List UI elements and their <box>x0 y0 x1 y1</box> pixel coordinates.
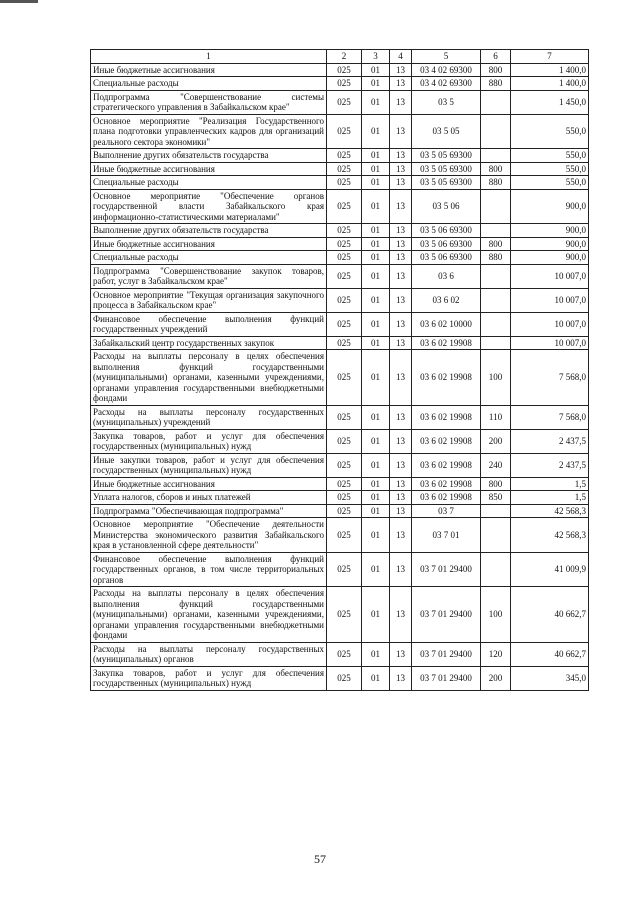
row-section-cell: 01 <box>362 237 390 251</box>
row-expense-type-cell: 880 <box>481 176 511 190</box>
row-subsection-cell: 13 <box>390 518 412 553</box>
row-subsection-cell: 13 <box>390 491 412 505</box>
table-row <box>91 429 589 453</box>
row-target-article-cell: 03 5 <box>412 90 481 114</box>
row-admin-code-cell: 025 <box>327 504 362 518</box>
row-admin-code-cell: 025 <box>327 114 362 149</box>
row-expense-type-cell: 800 <box>481 477 511 491</box>
row-target-article-cell: 03 6 02 19908 <box>412 491 481 505</box>
row-target-article-cell: 03 5 05 69300 <box>412 162 481 176</box>
row-amount-cell: 900,0 <box>511 251 589 265</box>
row-name-cell: Финансовое обеспечение выполнения функций государственных органов, в том числе территориальных органов <box>91 552 327 587</box>
row-name-cell: Иные бюджетные ассигнования <box>91 477 327 491</box>
row-admin-code-cell: 025 <box>327 405 362 429</box>
header-col-2: 2 <box>327 50 362 64</box>
table-row <box>91 350 589 406</box>
row-subsection-cell: 13 <box>390 63 412 77</box>
table-row <box>91 149 589 163</box>
row-expense-type-cell <box>481 518 511 553</box>
table-row <box>91 518 589 553</box>
row-target-article-cell: 03 5 06 69300 <box>412 251 481 265</box>
row-expense-type-cell <box>481 114 511 149</box>
table-row <box>91 453 589 477</box>
row-name-cell: Расходы на выплаты персоналу государственных (муниципальных) учреждений <box>91 405 327 429</box>
row-expense-type-cell: 120 <box>481 642 511 666</box>
row-subsection-cell: 13 <box>390 251 412 265</box>
row-section-cell: 01 <box>362 504 390 518</box>
row-name-cell: Расходы на выплаты персоналу государственных (муниципальных) органов <box>91 642 327 666</box>
row-subsection-cell: 13 <box>390 149 412 163</box>
row-section-cell: 01 <box>362 312 390 336</box>
row-target-article-cell: 03 5 06 <box>412 189 481 224</box>
table-row <box>91 189 589 224</box>
row-target-article-cell: 03 6 02 <box>412 288 481 312</box>
table-row <box>91 237 589 251</box>
row-name-cell: Уплата налогов, сборов и иных платежей <box>91 491 327 505</box>
table-row <box>91 312 589 336</box>
row-admin-code-cell: 025 <box>327 587 362 643</box>
row-admin-code-cell: 025 <box>327 162 362 176</box>
row-name-cell: Иные бюджетные ассигнования <box>91 237 327 251</box>
row-amount-cell: 42 568,3 <box>511 504 589 518</box>
row-admin-code-cell: 025 <box>327 453 362 477</box>
row-admin-code-cell: 025 <box>327 224 362 238</box>
row-admin-code-cell: 025 <box>327 336 362 350</box>
row-amount-cell: 1,5 <box>511 477 589 491</box>
row-subsection-cell: 13 <box>390 453 412 477</box>
row-name-cell: Основное мероприятие "Обеспечение деятельности Министерства экономического развития Забайкальского края в установленной сфере деятельности" <box>91 518 327 553</box>
row-section-cell: 01 <box>362 264 390 288</box>
row-name-cell: Выполнение других обязательств государства <box>91 224 327 238</box>
row-subsection-cell: 13 <box>390 224 412 238</box>
row-target-article-cell: 03 6 <box>412 264 481 288</box>
row-section-cell: 01 <box>362 552 390 587</box>
row-section-cell: 01 <box>362 288 390 312</box>
row-target-article-cell: 03 6 02 19908 <box>412 405 481 429</box>
row-admin-code-cell: 025 <box>327 312 362 336</box>
table-row <box>91 405 589 429</box>
row-expense-type-cell <box>481 224 511 238</box>
row-name-cell: Подпрограмма "Совершенствование закупок товаров, работ, услуг в Забайкальском крае" <box>91 264 327 288</box>
row-section-cell: 01 <box>362 114 390 149</box>
table-body <box>91 63 589 690</box>
header-col-4: 4 <box>390 50 412 64</box>
row-expense-type-cell: 240 <box>481 453 511 477</box>
row-target-article-cell: 03 6 02 19908 <box>412 453 481 477</box>
header-col-6: 6 <box>481 50 511 64</box>
row-section-cell: 01 <box>362 405 390 429</box>
row-name-cell: Закупка товаров, работ и услуг для обеспечения государственных (муниципальных) нужд <box>91 429 327 453</box>
row-section-cell: 01 <box>362 63 390 77</box>
row-section-cell: 01 <box>362 453 390 477</box>
row-subsection-cell: 13 <box>390 477 412 491</box>
row-name-cell: Иные закупки товаров, работ и услуг для обеспечения государственных (муниципальных) нужд <box>91 453 327 477</box>
row-subsection-cell: 13 <box>390 405 412 429</box>
row-amount-cell: 7 568,0 <box>511 350 589 406</box>
row-expense-type-cell <box>481 149 511 163</box>
row-target-article-cell: 03 6 02 19908 <box>412 477 481 491</box>
row-target-article-cell: 03 7 <box>412 504 481 518</box>
row-expense-type-cell: 800 <box>481 162 511 176</box>
row-amount-cell: 1 400,0 <box>511 77 589 91</box>
row-amount-cell: 1 400,0 <box>511 63 589 77</box>
table-row <box>91 504 589 518</box>
row-amount-cell: 1 450,0 <box>511 90 589 114</box>
row-name-cell: Основное мероприятие "Текущая организация закупочного процесса в Забайкальском крае" <box>91 288 327 312</box>
row-amount-cell: 40 662,7 <box>511 587 589 643</box>
row-expense-type-cell <box>481 312 511 336</box>
row-target-article-cell: 03 4 02 69300 <box>412 77 481 91</box>
row-subsection-cell: 13 <box>390 189 412 224</box>
row-target-article-cell: 03 7 01 <box>412 518 481 553</box>
row-name-cell: Иные бюджетные ассигнования <box>91 162 327 176</box>
row-target-article-cell: 03 4 02 69300 <box>412 63 481 77</box>
row-admin-code-cell: 025 <box>327 666 362 690</box>
corner-scan-mark <box>0 0 38 3</box>
row-amount-cell: 550,0 <box>511 162 589 176</box>
row-expense-type-cell: 800 <box>481 63 511 77</box>
row-amount-cell: 40 662,7 <box>511 642 589 666</box>
row-target-article-cell: 03 6 02 19908 <box>412 350 481 406</box>
row-expense-type-cell: 880 <box>481 251 511 265</box>
row-expense-type-cell: 100 <box>481 587 511 643</box>
row-admin-code-cell: 025 <box>327 350 362 406</box>
row-section-cell: 01 <box>362 477 390 491</box>
table-row <box>91 666 589 690</box>
row-subsection-cell: 13 <box>390 350 412 406</box>
row-subsection-cell: 13 <box>390 312 412 336</box>
row-admin-code-cell: 025 <box>327 642 362 666</box>
row-amount-cell: 10 007,0 <box>511 288 589 312</box>
row-subsection-cell: 13 <box>390 114 412 149</box>
row-subsection-cell: 13 <box>390 162 412 176</box>
header-col-1: 1 <box>91 50 327 64</box>
row-amount-cell: 550,0 <box>511 114 589 149</box>
row-name-cell: Финансовое обеспечение выполнения функций государственных учреждений <box>91 312 327 336</box>
row-section-cell: 01 <box>362 176 390 190</box>
row-section-cell: 01 <box>362 642 390 666</box>
row-admin-code-cell: 025 <box>327 288 362 312</box>
row-section-cell: 01 <box>362 666 390 690</box>
row-admin-code-cell: 025 <box>327 149 362 163</box>
row-admin-code-cell: 025 <box>327 264 362 288</box>
row-section-cell: 01 <box>362 189 390 224</box>
row-subsection-cell: 13 <box>390 288 412 312</box>
row-name-cell: Выполнение других обязательств государства <box>91 149 327 163</box>
row-subsection-cell: 13 <box>390 587 412 643</box>
row-section-cell: 01 <box>362 90 390 114</box>
row-target-article-cell: 03 7 01 29400 <box>412 642 481 666</box>
table-row <box>91 176 589 190</box>
header-col-3: 3 <box>362 50 390 64</box>
row-amount-cell: 550,0 <box>511 149 589 163</box>
row-subsection-cell: 13 <box>390 90 412 114</box>
row-subsection-cell: 13 <box>390 336 412 350</box>
row-name-cell: Специальные расходы <box>91 251 327 265</box>
row-amount-cell: 7 568,0 <box>511 405 589 429</box>
row-admin-code-cell: 025 <box>327 189 362 224</box>
row-expense-type-cell <box>481 189 511 224</box>
row-section-cell: 01 <box>362 224 390 238</box>
table-row <box>91 288 589 312</box>
table-row <box>91 114 589 149</box>
table-row <box>91 224 589 238</box>
row-expense-type-cell <box>481 552 511 587</box>
row-admin-code-cell: 025 <box>327 237 362 251</box>
row-amount-cell: 900,0 <box>511 189 589 224</box>
row-name-cell: Основное мероприятие "Обеспечение органов государственной власти Забайкальского края информационно-статистическими материалами" <box>91 189 327 224</box>
row-target-article-cell: 03 7 01 29400 <box>412 552 481 587</box>
row-subsection-cell: 13 <box>390 176 412 190</box>
row-target-article-cell: 03 5 06 69300 <box>412 224 481 238</box>
row-name-cell: Подпрограмма "Совершенствование системы стратегического управления в Забайкальском крае" <box>91 90 327 114</box>
table-row <box>91 162 589 176</box>
row-name-cell: Иные бюджетные ассигнования <box>91 63 327 77</box>
row-section-cell: 01 <box>362 350 390 406</box>
row-name-cell: Специальные расходы <box>91 176 327 190</box>
table-row <box>91 264 589 288</box>
header-col-5: 5 <box>412 50 481 64</box>
row-subsection-cell: 13 <box>390 237 412 251</box>
row-target-article-cell: 03 7 01 29400 <box>412 587 481 643</box>
row-amount-cell: 550,0 <box>511 176 589 190</box>
row-expense-type-cell: 800 <box>481 237 511 251</box>
header-col-7: 7 <box>511 50 589 64</box>
row-subsection-cell: 13 <box>390 552 412 587</box>
row-section-cell: 01 <box>362 149 390 163</box>
table-row <box>91 642 589 666</box>
budget-table <box>90 49 589 691</box>
row-name-cell: Основное мероприятие "Реализация Государственного плана подготовки управленческих кадров для организаций реального сектора экономики" <box>91 114 327 149</box>
row-amount-cell: 41 009,9 <box>511 552 589 587</box>
table-row <box>91 77 589 91</box>
row-amount-cell: 2 437,5 <box>511 453 589 477</box>
row-name-cell: Закупка товаров, работ и услуг для обеспечения государственных (муниципальных) нужд <box>91 666 327 690</box>
row-expense-type-cell: 200 <box>481 429 511 453</box>
table-row <box>91 587 589 643</box>
row-target-article-cell: 03 7 01 29400 <box>412 666 481 690</box>
row-admin-code-cell: 025 <box>327 552 362 587</box>
table-row <box>91 251 589 265</box>
table-row <box>91 491 589 505</box>
row-name-cell: Специальные расходы <box>91 77 327 91</box>
row-section-cell: 01 <box>362 162 390 176</box>
row-amount-cell: 900,0 <box>511 237 589 251</box>
row-target-article-cell: 03 5 06 69300 <box>412 237 481 251</box>
row-subsection-cell: 13 <box>390 642 412 666</box>
row-target-article-cell: 03 6 02 19908 <box>412 336 481 350</box>
page-number: 57 <box>314 852 326 866</box>
row-expense-type-cell <box>481 264 511 288</box>
row-admin-code-cell: 025 <box>327 90 362 114</box>
row-target-article-cell: 03 5 05 69300 <box>412 149 481 163</box>
row-admin-code-cell: 025 <box>327 518 362 553</box>
row-admin-code-cell: 025 <box>327 251 362 265</box>
row-expense-type-cell <box>481 288 511 312</box>
row-section-cell: 01 <box>362 336 390 350</box>
row-section-cell: 01 <box>362 587 390 643</box>
row-expense-type-cell: 850 <box>481 491 511 505</box>
row-subsection-cell: 13 <box>390 264 412 288</box>
row-admin-code-cell: 025 <box>327 477 362 491</box>
row-subsection-cell: 13 <box>390 429 412 453</box>
row-subsection-cell: 13 <box>390 666 412 690</box>
row-name-cell: Расходы на выплаты персоналу в целях обеспечения выполнения функций государственными (муниципальными) органами, казенными учреждениями, органами управления государственными внебюджетными фондами <box>91 350 327 406</box>
row-admin-code-cell: 025 <box>327 63 362 77</box>
row-amount-cell: 10 007,0 <box>511 264 589 288</box>
row-target-article-cell: 03 5 05 <box>412 114 481 149</box>
row-section-cell: 01 <box>362 77 390 91</box>
row-subsection-cell: 13 <box>390 504 412 518</box>
row-amount-cell: 42 568,3 <box>511 518 589 553</box>
row-amount-cell: 2 437,5 <box>511 429 589 453</box>
row-amount-cell: 1,5 <box>511 491 589 505</box>
row-expense-type-cell: 110 <box>481 405 511 429</box>
table-header-row <box>91 50 589 64</box>
table-row <box>91 552 589 587</box>
row-admin-code-cell: 025 <box>327 491 362 505</box>
row-name-cell: Расходы на выплаты персоналу в целях обеспечения выполнения функций государственными (муниципальными) органами, казенными учреждениями, органами управления государственными внебюджетными фондами <box>91 587 327 643</box>
row-target-article-cell: 03 6 02 10000 <box>412 312 481 336</box>
row-expense-type-cell <box>481 336 511 350</box>
row-amount-cell: 10 007,0 <box>511 312 589 336</box>
row-name-cell: Подпрограмма "Обеспечивающая подпрограмма" <box>91 504 327 518</box>
row-expense-type-cell <box>481 504 511 518</box>
row-admin-code-cell: 025 <box>327 176 362 190</box>
row-amount-cell: 900,0 <box>511 224 589 238</box>
row-name-cell: Забайкальский центр государственных закупок <box>91 336 327 350</box>
row-expense-type-cell: 200 <box>481 666 511 690</box>
row-amount-cell: 10 007,0 <box>511 336 589 350</box>
row-section-cell: 01 <box>362 429 390 453</box>
row-subsection-cell: 13 <box>390 77 412 91</box>
row-target-article-cell: 03 5 05 69300 <box>412 176 481 190</box>
row-amount-cell: 345,0 <box>511 666 589 690</box>
row-target-article-cell: 03 6 02 19908 <box>412 429 481 453</box>
table-row <box>91 477 589 491</box>
table-row <box>91 90 589 114</box>
row-admin-code-cell: 025 <box>327 429 362 453</box>
row-admin-code-cell: 025 <box>327 77 362 91</box>
row-expense-type-cell: 100 <box>481 350 511 406</box>
table-row <box>91 336 589 350</box>
row-section-cell: 01 <box>362 491 390 505</box>
row-expense-type-cell: 880 <box>481 77 511 91</box>
table-row <box>91 63 589 77</box>
row-section-cell: 01 <box>362 518 390 553</box>
row-expense-type-cell <box>481 90 511 114</box>
row-section-cell: 01 <box>362 251 390 265</box>
